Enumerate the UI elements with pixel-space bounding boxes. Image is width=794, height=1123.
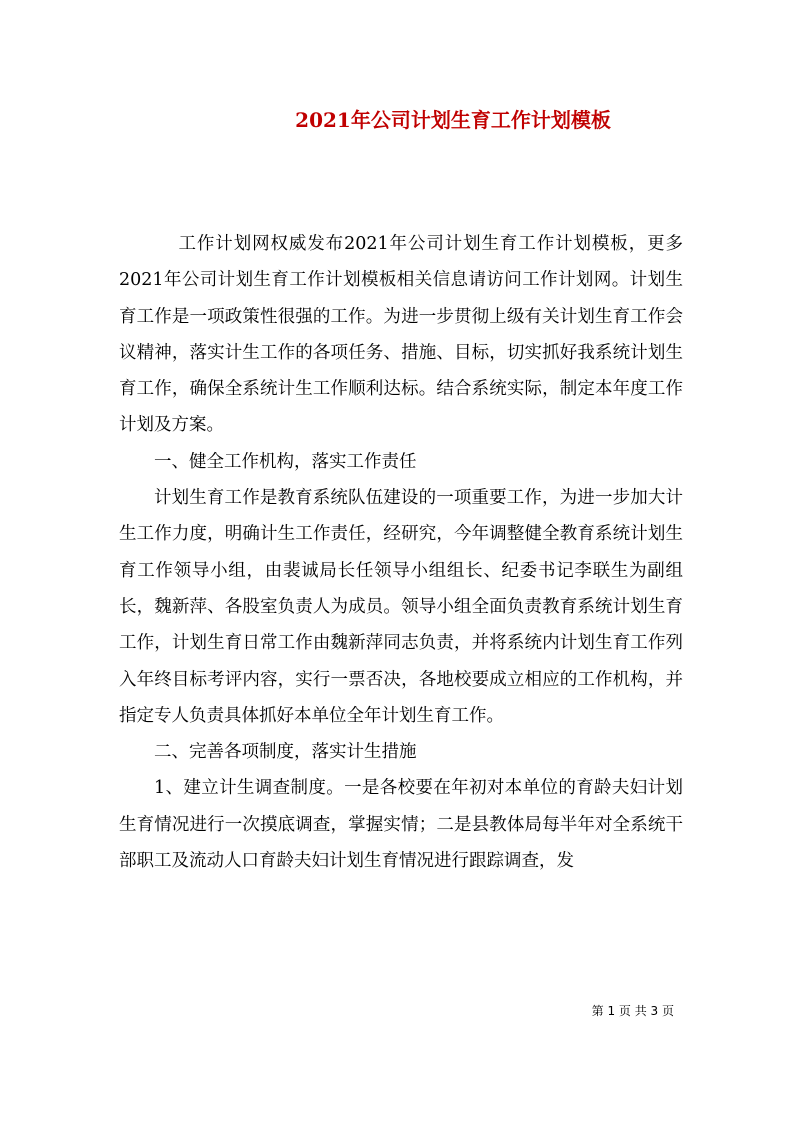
body-paragraph-1: 计划生育工作是教育系统队伍建设的一项重要工作，为进一步加大计生工作力度，明确计生工作责任，经研究，今年调整健全教育系统计划生育工作领导小组，由裴诚局长任领导小组组长、纪委书记李联生为副组长，魏新萍、各股室负责人为成员。领导小组全面负责教育系统计划生育工作，计划生育日常工作由魏新萍同志负责，并将系统内计划生育工作列入年终目标考评内容，实行一票否决，各地校要成立相应的工作机构，并指定专人负责具体抓好本单位全年计划生育工作。 xyxy=(119,488,683,726)
section-heading-1: 一、健全工作机构，落实工作责任 xyxy=(154,451,417,472)
section-heading-2: 二、完善各项制度，落实计生措施 xyxy=(154,742,417,763)
document-body xyxy=(119,226,683,879)
intro-paragraph: 工作计划网权威发布2021年公司计划生育工作计划模板，更多2021年公司计划生育工作计划模板相关信息请访问工作计划网。计划生育工作是一项政策性很强的工作。为进一步贯彻上级有关计划生育工作会议精神，落实计生工作的各项任务、措施、目标，切实抓好我系统计划生育工作，确保全系统计生工作顺利达标。结合系统实际，制定本年度工作计划及方案。 xyxy=(119,234,683,436)
body-paragraph-2: 1、建立计生调查制度。一是各校要在年初对本单位的育龄夫妇计划生育情况进行一次摸底调查，掌握实情；二是县教体局每半年对全系统干部职工及流动人口育龄夫妇计划生育情况进行跟踪调查，发 xyxy=(119,778,683,872)
page-number: 第 1 页 共 3 页 xyxy=(591,1004,674,1018)
document-title: 2021年公司计划生育工作计划模板 xyxy=(295,108,611,132)
